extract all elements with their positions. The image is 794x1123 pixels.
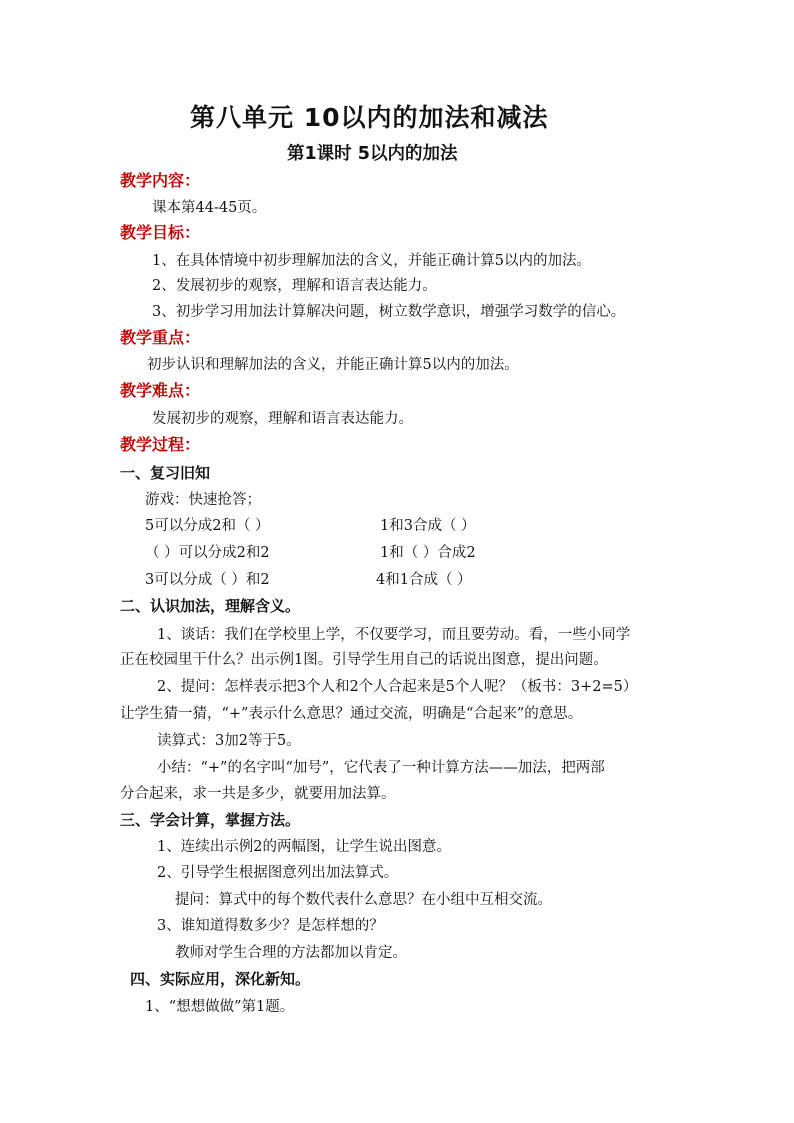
- key-points-text: 初步认识和理解加法的含义，并能正确计算5以内的加法。: [147, 357, 519, 373]
- review-question: （ ）可以分成2和2: [145, 545, 270, 561]
- review-heading: 一、复习旧知: [120, 464, 211, 482]
- compute-heading: 三、学会计算，掌握方法。: [120, 811, 301, 829]
- paragraph-line: 1、“想想做做”第1题。: [145, 999, 295, 1015]
- paragraph-line: 3、谁知道得数多少？是怎样想的？: [157, 918, 384, 934]
- paragraph-line: 2、引导学生根据图意列出加法算式。: [157, 865, 399, 881]
- paragraph-line: 1、谈话：我们在学校里上学，不仅要学习，而且要劳动。看，一些小同学: [157, 627, 631, 643]
- review-question: 1和3合成（ ）: [380, 518, 476, 534]
- section-heading-difficulties: 教学难点：: [120, 381, 201, 400]
- paragraph-line: 读算式：3加2等于5。: [157, 733, 301, 749]
- content-text: 课本第44-45页。: [152, 200, 267, 216]
- objective-item: 2、发展初步的观察，理解和语言表达能力。: [152, 278, 437, 294]
- paragraph-line: 1、连续出示例2的两幅图，让学生说出图意。: [157, 839, 451, 855]
- paragraph-line: 小结：“+”的名字叫“加号”，它代表了一种计算方法——加法，把两部: [157, 760, 605, 776]
- lesson-subtitle: 第1课时 5以内的加法: [287, 144, 458, 164]
- objective-item: 3、初步学习用加法计算解决问题，树立数学意识，增强学习数学的信心。: [152, 304, 626, 320]
- difficulties-text: 发展初步的观察，理解和语言表达能力。: [152, 411, 413, 427]
- review-game-text: 游戏：快速抢答；: [145, 492, 261, 508]
- review-question: 5可以分成2和（ ）: [145, 518, 270, 534]
- section-heading-key-points: 教学重点：: [120, 328, 201, 347]
- review-question: 1和（ ）合成2: [380, 545, 476, 561]
- section-heading-content: 教学内容：: [120, 171, 201, 190]
- paragraph-line: 2、提问：怎样表示把3个人和2个人合起来是5个人呢？（板书：3+2=5）: [157, 679, 638, 695]
- paragraph-line: 让学生猜一猜，“+”表示什么意思？通过交流，明确是“合起来”的意思。: [120, 706, 583, 722]
- apply-heading: 四、实际应用，深化新知。: [130, 970, 311, 988]
- paragraph-line: 分合起来，求一共是多少，就要用加法算。: [120, 786, 396, 802]
- understand-heading: 二、认识加法，理解含义。: [120, 597, 301, 615]
- section-heading-objectives: 教学目标：: [120, 223, 201, 242]
- paragraph-line: 教师对学生合理的方法都加以肯定。: [175, 945, 407, 961]
- section-heading-process: 教学过程：: [120, 435, 201, 454]
- objective-item: 1、在具体情境中初步理解加法的含义，并能正确计算5以内的加法。: [152, 253, 591, 269]
- review-question: 4和1合成（ ）: [376, 572, 472, 588]
- paragraph-line: 提问：算式中的每个数代表什么意思？在小组中互相交流。: [175, 892, 552, 908]
- review-question: 3可以分成（ ）和2: [145, 572, 270, 588]
- document-title: 第八单元 10以内的加法和减法: [190, 103, 549, 132]
- paragraph-line: 正在校园里干什么？出示例1图。引导学生用自己的话说出图意，提出问题。: [120, 652, 608, 668]
